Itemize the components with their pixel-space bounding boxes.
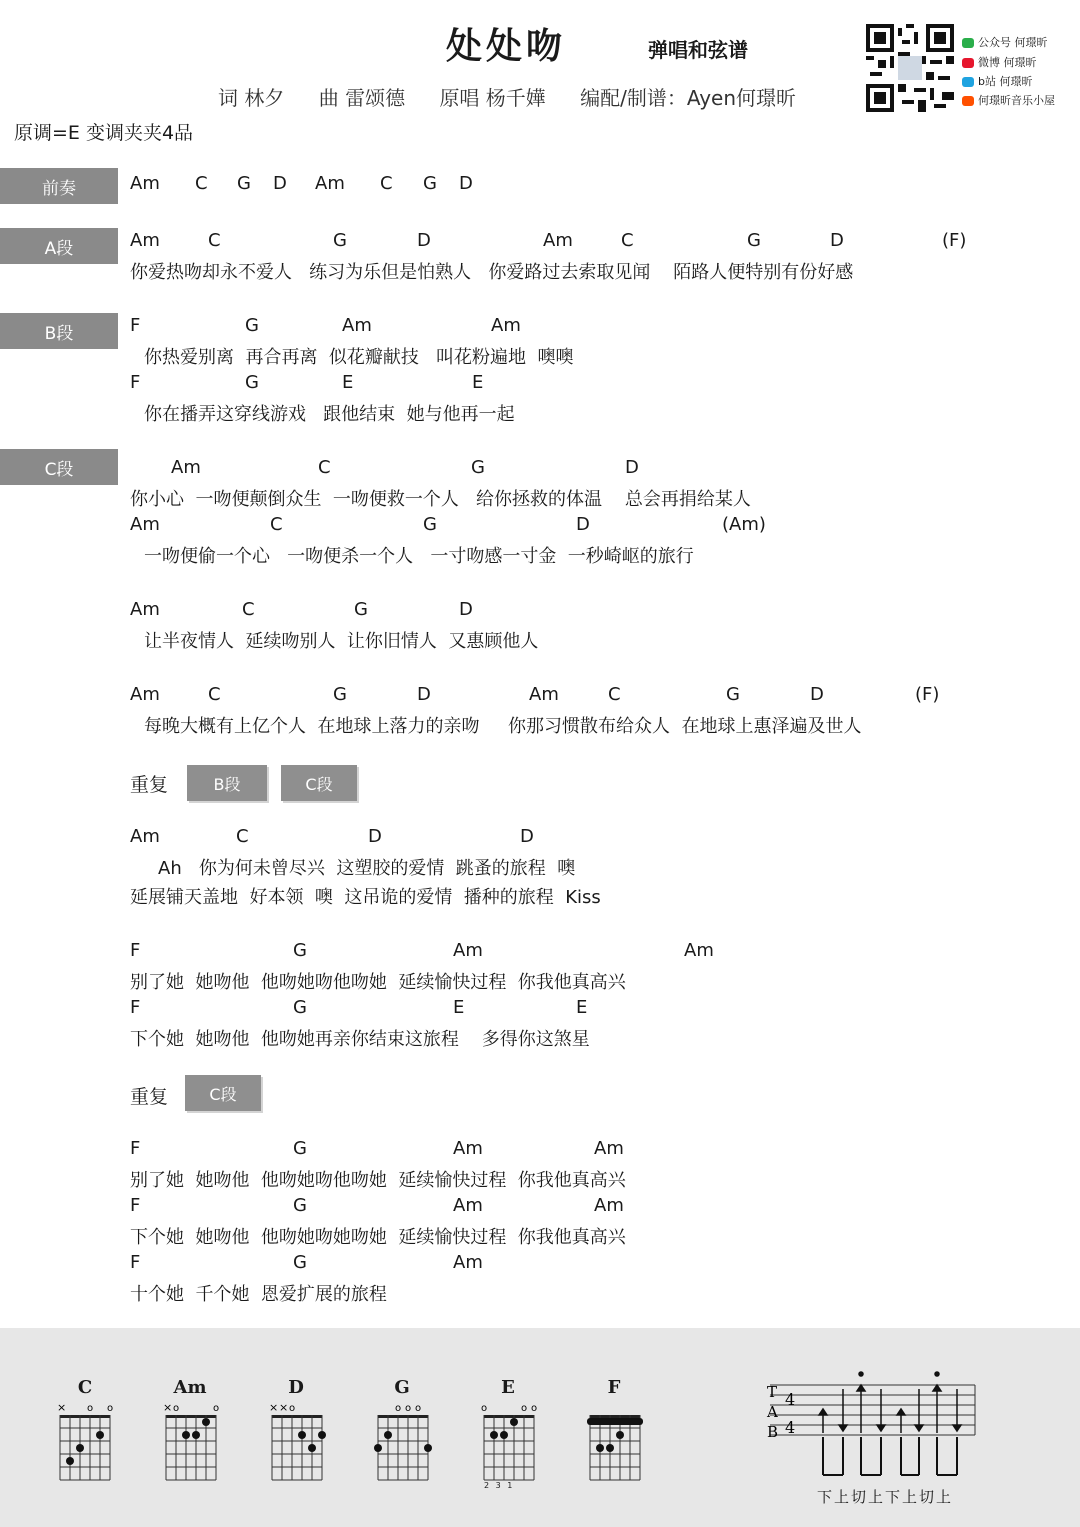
chord-diagram-g <box>374 1403 432 1480</box>
chord: F <box>130 1252 141 1273</box>
chord: G <box>333 684 347 705</box>
svg-text:o: o <box>173 1403 180 1414</box>
svg-text:o: o <box>481 1403 488 1414</box>
chord: C <box>318 457 331 478</box>
svg-text:o: o <box>531 1403 538 1414</box>
chord: (F) <box>915 684 940 705</box>
repeat-tag-c: C段 <box>185 1075 261 1111</box>
section-b: B段 <box>0 313 118 349</box>
chord: D <box>459 599 473 620</box>
chord-name-f: F <box>607 1377 621 1398</box>
chord: Am <box>529 684 559 705</box>
lyric-line: 你爱热吻却永不爱人 练习为乐但是怕熟人 你爱路过去索取见闻 陌路人便特别有份好感 <box>130 262 854 283</box>
chord: Am <box>315 173 345 194</box>
chord: C <box>242 599 255 620</box>
strum-pattern-text: 下上切上下上切上 <box>817 1488 954 1506</box>
chord-diagram-e <box>481 1403 537 1480</box>
section-intro: 前奏 <box>0 168 118 204</box>
chord-diagram-d <box>269 1401 326 1480</box>
chord: G <box>293 1252 307 1273</box>
svg-text:o: o <box>395 1403 402 1414</box>
chord: G <box>471 457 485 478</box>
lyric-line: 让半夜情人 延续吻别人 让你旧情人 又惠顾他人 <box>144 631 539 652</box>
chord: D <box>417 684 431 705</box>
chord: C <box>621 230 634 251</box>
arranger: 编配/制谱：Ayen何璟昕 <box>580 86 797 110</box>
strum-pattern <box>765 1365 980 1485</box>
chord-diagrams <box>40 1398 680 1493</box>
chord: D <box>810 684 824 705</box>
chord: C <box>380 173 393 194</box>
wechat-icon <box>962 38 974 48</box>
svg-text:o: o <box>213 1403 220 1414</box>
lyric-line: 下个她 她吻他 他吻她吻她吻她 延续愉快过程 你我他真高兴 <box>130 1227 626 1248</box>
lyric-line: 你热爱别离 再合再离 似花瓣献技 叫花粉遍地 噢噢 <box>144 347 574 368</box>
chord: D <box>625 457 639 478</box>
chord: F <box>130 940 141 961</box>
credits <box>218 82 824 111</box>
svg-text:×: × <box>279 1401 289 1414</box>
svg-text:4: 4 <box>785 1418 796 1437</box>
svg-text:×: × <box>57 1401 67 1414</box>
lyric-line: 你在播弄这穿线游戏 跟他结束 她与他再一起 <box>144 404 515 425</box>
chord: D <box>830 230 844 251</box>
chord: C <box>208 684 221 705</box>
sheet-subtitle: 弹唱和弦谱 <box>648 38 748 62</box>
lyric-line: 你小心 一吻便颠倒众生 一吻便救一个人 给你拯救的体温 总会再捐给某人 <box>130 489 751 510</box>
chord: D <box>273 173 287 194</box>
section-c: C段 <box>0 449 118 485</box>
social-weibo: 微博 何璟昕 <box>962 54 1037 70</box>
chord: G <box>293 1195 307 1216</box>
social-taobao: 何璟昕音乐小屋 <box>962 92 1055 108</box>
svg-text:T: T <box>767 1383 778 1401</box>
svg-text:o: o <box>87 1403 94 1414</box>
svg-text:o: o <box>521 1403 528 1414</box>
chord: E <box>342 372 354 393</box>
chord: D <box>576 514 590 535</box>
lyric-line: 一吻便偷一个心 一吻便杀一个人 一寸吻感一寸金 一秒崎岖的旅行 <box>144 546 694 567</box>
repeat-tag-c: C段 <box>281 765 357 801</box>
chord: Am <box>130 514 160 535</box>
chord: Am <box>130 173 160 194</box>
lyricist: 词 林夕 <box>218 86 285 110</box>
chord: G <box>354 599 368 620</box>
lyric-line: 下个她 她吻他 他吻她再亲你结束这旅程 多得你这煞星 <box>130 1029 590 1050</box>
section-a: A段 <box>0 228 118 264</box>
svg-text:o: o <box>415 1403 422 1414</box>
chord: G <box>333 230 347 251</box>
chord: G <box>237 173 251 194</box>
original-singer: 原唱 杨千嬅 <box>439 86 546 110</box>
social-wechat: 公众号 何璟昕 <box>962 34 1048 50</box>
chord: Am <box>130 599 160 620</box>
chord-diagram-am <box>163 1401 219 1480</box>
chord: Am <box>453 1138 483 1159</box>
chord: G <box>423 514 437 535</box>
chord: G <box>423 173 437 194</box>
lyric-line: 别了她 她吻他 他吻她吻他吻她 延续愉快过程 你我他真高兴 <box>130 972 626 993</box>
chord-name-g: G <box>394 1377 410 1398</box>
chord: D <box>417 230 431 251</box>
taobao-icon <box>962 96 974 106</box>
chord: G <box>293 940 307 961</box>
chord-name-d: D <box>288 1377 304 1398</box>
chord: G <box>293 1138 307 1159</box>
chord: Am <box>171 457 201 478</box>
chord: (F) <box>942 230 967 251</box>
chord: C <box>195 173 208 194</box>
chord-name-c: C <box>77 1377 93 1398</box>
composer: 曲 雷颂德 <box>318 86 406 110</box>
svg-text:o: o <box>289 1403 296 1414</box>
chord: Am <box>130 684 160 705</box>
chord: D <box>520 826 534 847</box>
svg-text:4: 4 <box>785 1390 796 1409</box>
chord: E <box>453 997 465 1018</box>
lyric-line: 每晚大概有上亿个人 在地球上落力的亲吻 你那习惯散布给众人 在地球上惠泽遍及世人 <box>144 716 862 737</box>
chord: G <box>293 997 307 1018</box>
lyric-line: 延展铺天盖地 好本领 噢 这吊诡的爱情 播种的旅程 Kiss <box>130 887 601 908</box>
chord: Am <box>130 826 160 847</box>
chord: (Am) <box>722 514 766 535</box>
lyric-line: Ah 你为何未曾尽兴 这塑胶的爱情 跳蚤的旅程 噢 <box>158 858 576 879</box>
social-bilibili: b站 何璟昕 <box>962 73 1032 89</box>
chord: F <box>130 372 141 393</box>
chord: Am <box>342 315 372 336</box>
svg-text:×: × <box>163 1401 173 1414</box>
chord: Am <box>491 315 521 336</box>
chord: D <box>459 173 473 194</box>
e-fingering: 2 3 1 <box>484 1481 515 1490</box>
repeat-label: 重复 <box>130 774 169 796</box>
chord: Am <box>130 230 160 251</box>
chord: D <box>368 826 382 847</box>
chord: Am <box>594 1195 624 1216</box>
weibo-icon <box>962 58 974 68</box>
chord: Am <box>453 1195 483 1216</box>
chord: C <box>208 230 221 251</box>
lyric-line: 十个她 千个她 恩爱扩展的旅程 <box>130 1284 387 1305</box>
chord: Am <box>453 940 483 961</box>
lyric-line: 别了她 她吻他 他吻她吻他吻她 延续愉快过程 你我他真高兴 <box>130 1170 626 1191</box>
key-info: 原调=E 变调夹夹4品 <box>14 122 194 144</box>
svg-text:×: × <box>269 1401 279 1414</box>
chord: Am <box>594 1138 624 1159</box>
chord: F <box>130 997 141 1018</box>
svg-text:o: o <box>405 1403 412 1414</box>
chord: Am <box>543 230 573 251</box>
chord: G <box>245 372 259 393</box>
svg-text:A: A <box>767 1403 778 1421</box>
chord: F <box>130 315 141 336</box>
chord-diagram-c <box>57 1401 113 1480</box>
repeat-tag-b: B段 <box>187 765 267 801</box>
chord-name-am: Am <box>173 1377 207 1398</box>
chord: C <box>270 514 283 535</box>
chord: G <box>747 230 761 251</box>
svg-text:B: B <box>767 1423 779 1441</box>
chord: Am <box>453 1252 483 1273</box>
chord: C <box>236 826 249 847</box>
chord: C <box>608 684 621 705</box>
svg-text:o: o <box>107 1403 114 1414</box>
chord: F <box>130 1138 141 1159</box>
chord: F <box>130 1195 141 1216</box>
bilibili-icon <box>962 77 974 87</box>
chord: G <box>726 684 740 705</box>
song-title: 处处吻 <box>446 25 567 67</box>
chord-diagram-f <box>587 1415 643 1480</box>
chord: G <box>245 315 259 336</box>
repeat-label: 重复 <box>130 1086 169 1108</box>
chord-name-e: E <box>501 1377 515 1398</box>
chord: Am <box>684 940 714 961</box>
chord: E <box>472 372 484 393</box>
chord: E <box>576 997 588 1018</box>
qr-code <box>866 24 954 112</box>
